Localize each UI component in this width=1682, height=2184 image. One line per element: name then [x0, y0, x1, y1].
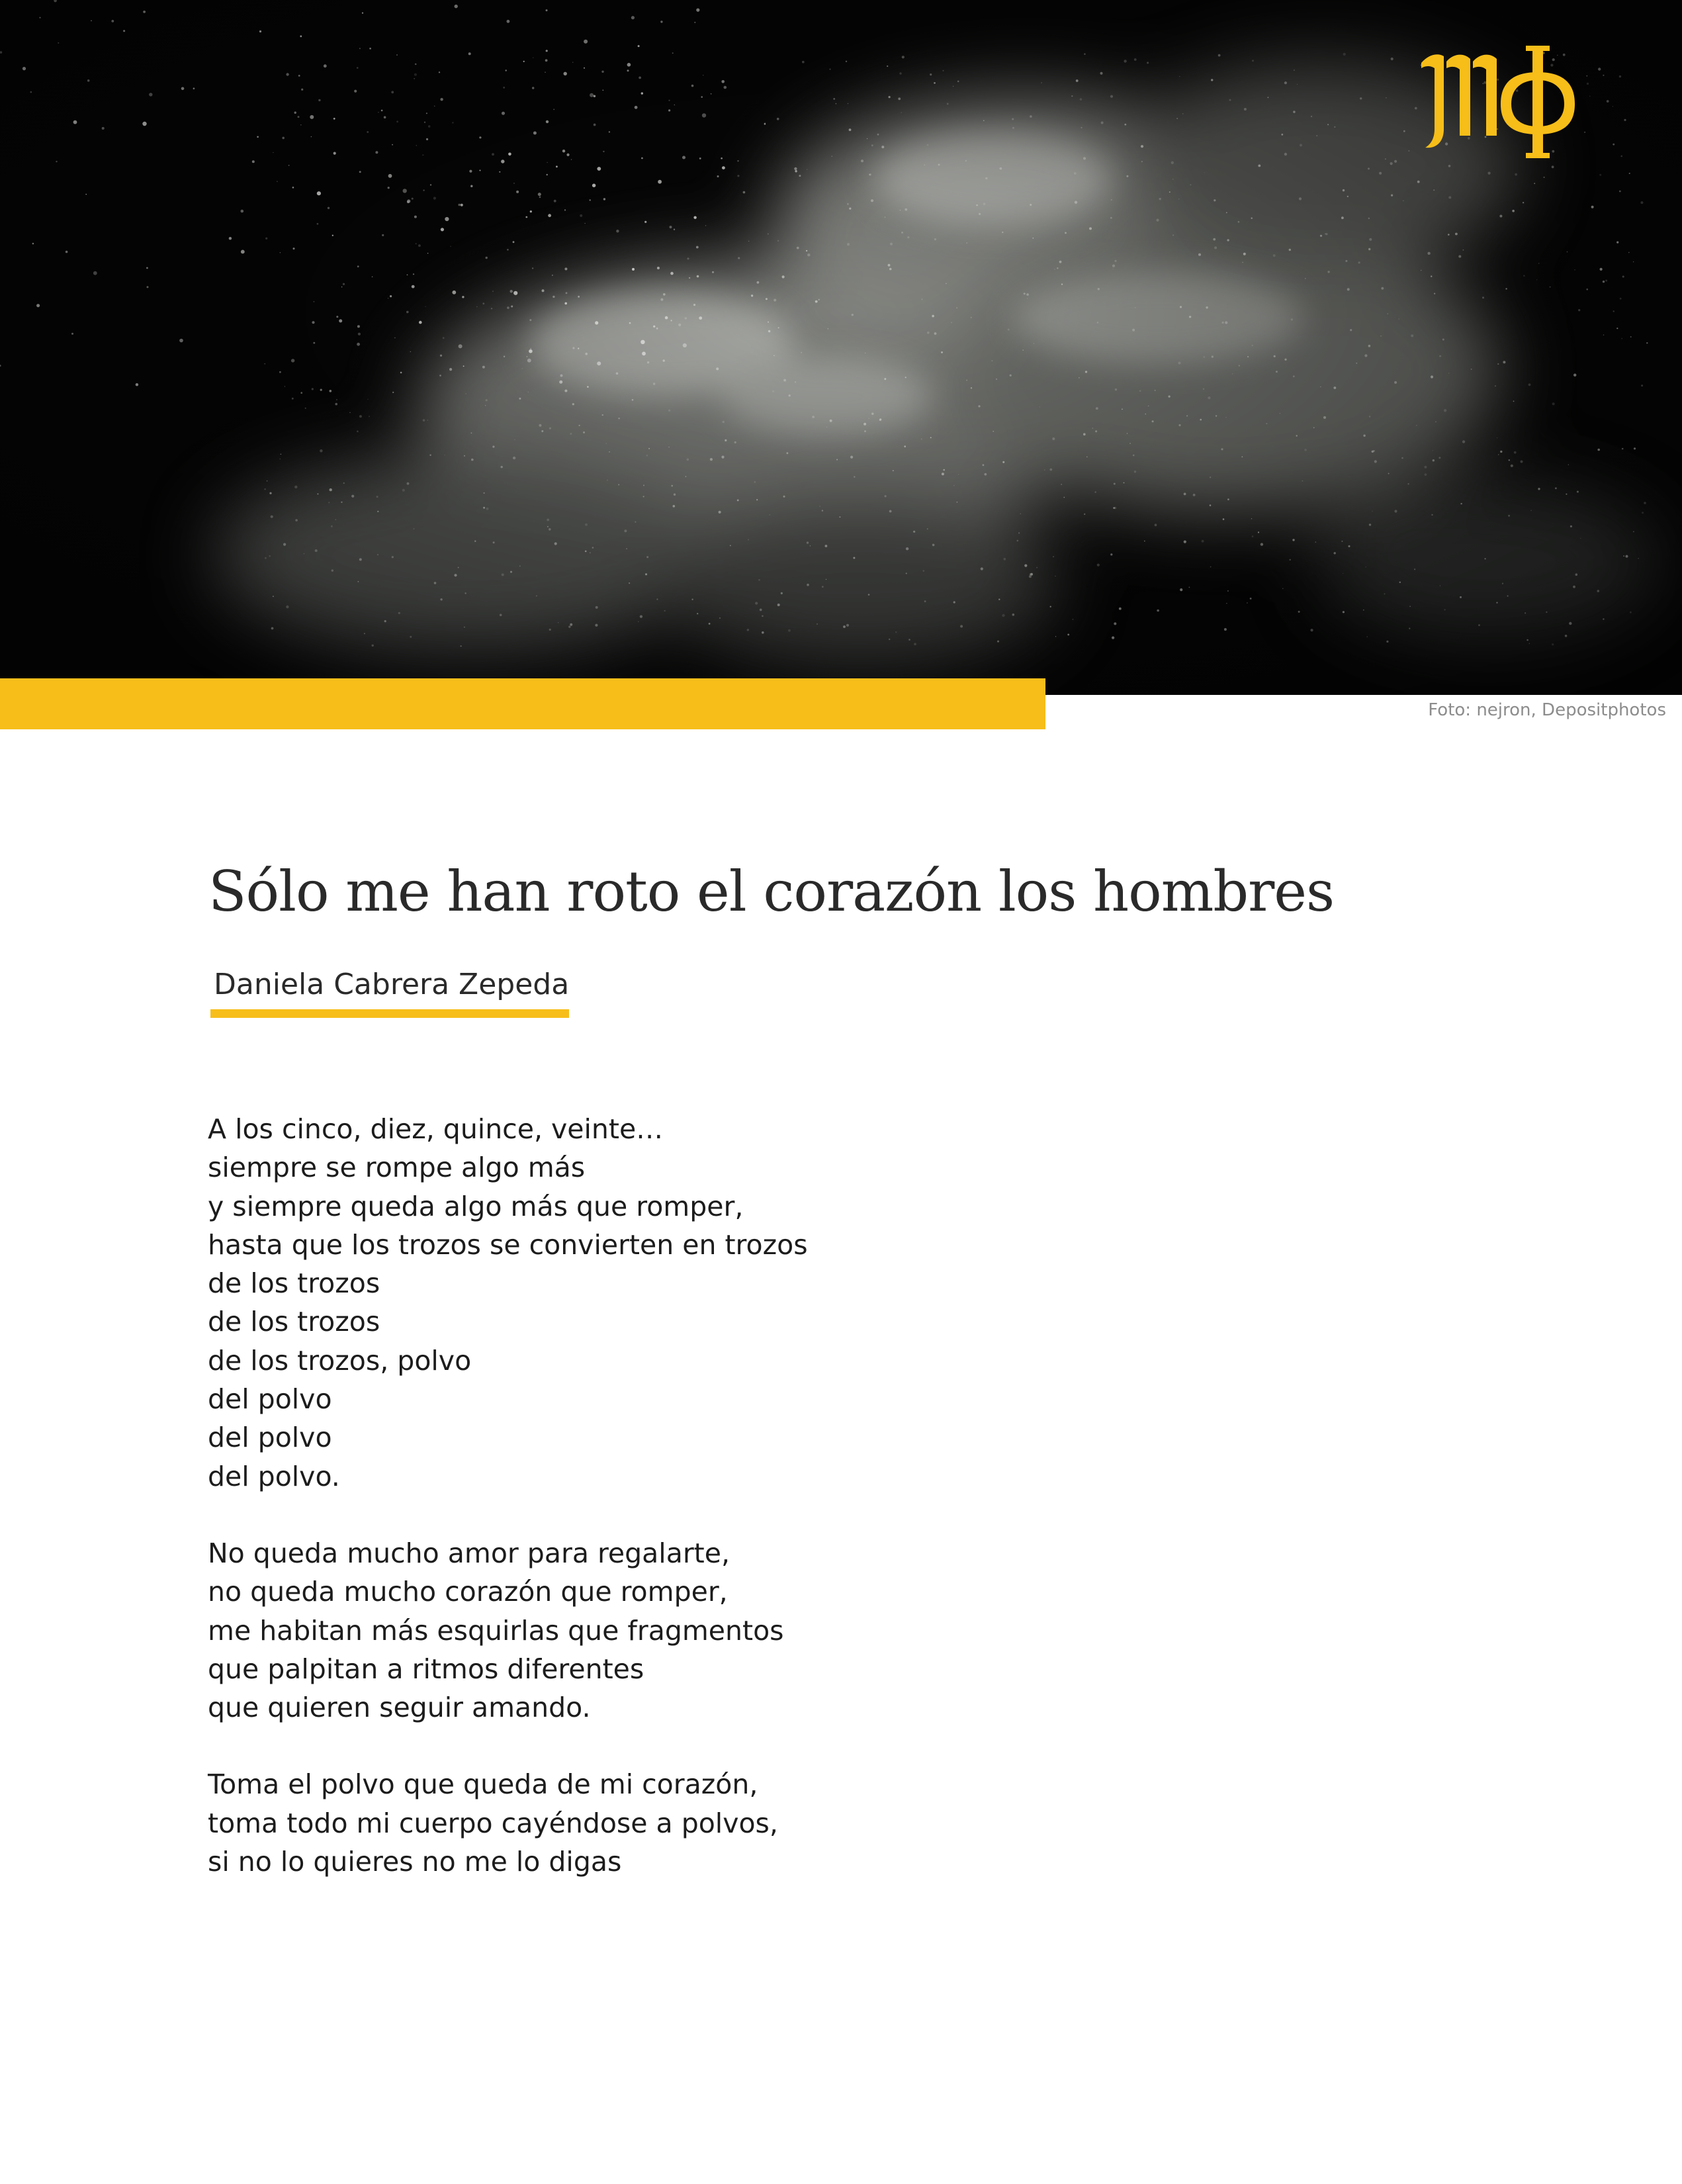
poem-line: del polvo	[208, 1422, 332, 1454]
author-block	[210, 968, 569, 1018]
author-underline	[210, 1009, 569, 1018]
poem-line: no queda mucho corazón que romper,	[208, 1576, 728, 1608]
poem-stanza	[208, 1534, 1200, 1727]
poem-line: me habitan más esquirlas que fragmentos	[208, 1614, 784, 1647]
poem-line: de los trozos	[208, 1306, 380, 1338]
poem-line: de los trozos	[208, 1267, 380, 1300]
poem-line: que quieren seguir amando.	[208, 1692, 591, 1724]
poem-line: que palpitan a ritmos diferentes	[208, 1653, 644, 1685]
poem-body	[208, 1110, 1200, 1919]
poem-line: de los trozos, polvo	[208, 1344, 472, 1377]
poem-stanza	[208, 1765, 1200, 1881]
author-name: Daniela Cabrera Zepeda	[214, 968, 570, 1001]
poem-line: del polvo	[208, 1383, 332, 1416]
poem-line: toma todo mi cuerpo cayéndose a polvos,	[208, 1807, 778, 1839]
hero-image	[0, 0, 1682, 695]
poem-line: No queda mucho amor para regalarte,	[208, 1537, 730, 1569]
poem-line: Toma el polvo que queda de mi corazón,	[208, 1768, 758, 1801]
poem-line: A los cinco, diez, quince, veinte…	[208, 1113, 664, 1145]
photo-credit: Foto: nejron, Depositphotos	[1428, 700, 1666, 720]
article-title: Sólo me han roto el corazón los hombres	[208, 859, 1335, 924]
poem-line: del polvo.	[208, 1460, 340, 1492]
poem-line: hasta que los trozos se convierten en trozos	[208, 1228, 808, 1261]
poem-stanza	[208, 1110, 1200, 1496]
poem-line: si no lo quieres no me lo digas	[208, 1846, 622, 1878]
poem-line: y siempre queda algo más que romper,	[208, 1190, 744, 1222]
mphi-monogram-icon	[1409, 36, 1575, 162]
accent-bar	[0, 678, 1045, 729]
poem-line: siempre se rompe algo más	[208, 1152, 586, 1184]
